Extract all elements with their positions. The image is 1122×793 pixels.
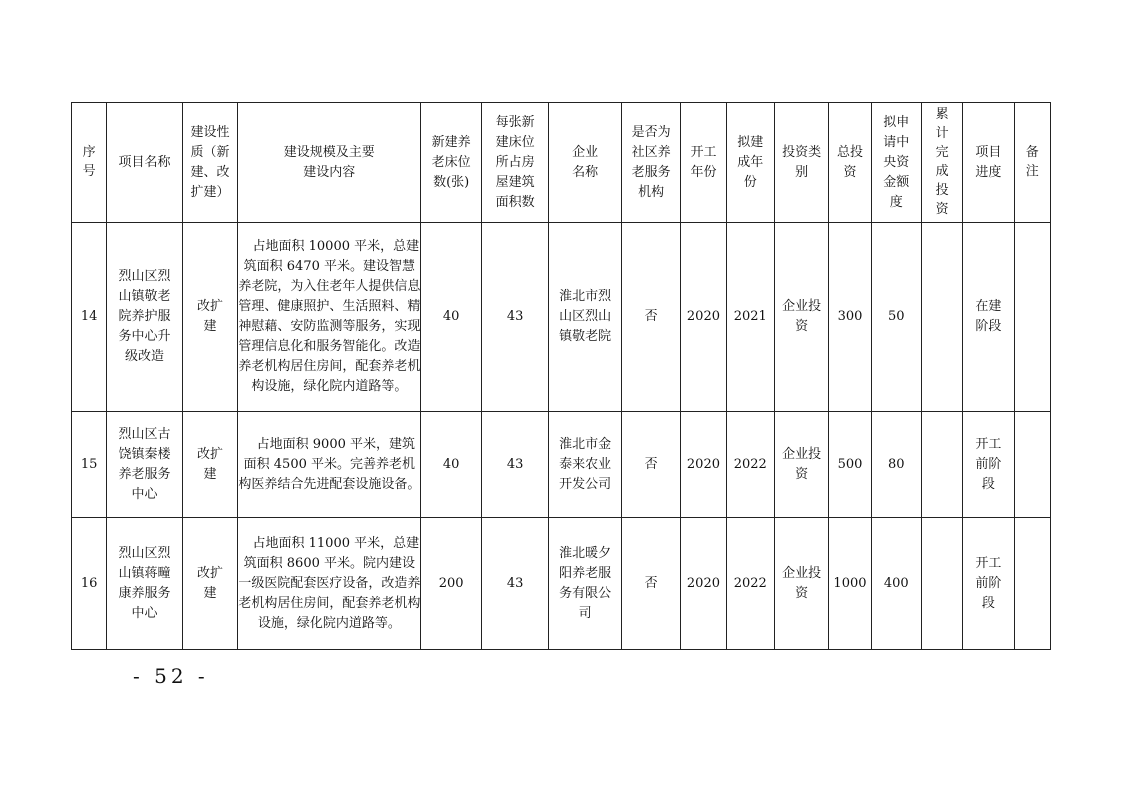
cell-beds: 40 [421,412,481,518]
header-company: 企业名称 [549,103,622,223]
cell-total: 300 [829,223,871,412]
header-note: 备注 [1014,103,1050,223]
header-total: 总投资 [829,103,871,223]
cell-central: 400 [871,518,921,650]
cell-invtype: 企业投资 [774,223,828,412]
cell-start: 2020 [681,518,726,650]
cell-progress: 开工前阶段 [963,518,1014,650]
cell-central: 50 [871,223,921,412]
cell-note [1014,223,1050,412]
cell-area: 43 [481,412,548,518]
cell-company: 淮北暖夕阳养老服务有限公司 [549,518,622,650]
cell-area: 43 [481,518,548,650]
cell-community: 否 [621,223,680,412]
page-number: - 52 - [133,664,209,688]
cell-name: 烈山区古饶镇秦楼养老服务中心 [107,412,183,518]
cell-total: 1000 [829,518,871,650]
cell-nature: 改扩建 [182,412,237,518]
cell-community: 否 [621,518,680,650]
cell-company: 淮北市烈山区烈山镇敬老院 [549,223,622,412]
cell-total: 500 [829,412,871,518]
cell-nature: 改扩建 [182,223,237,412]
cell-beds: 200 [421,518,481,650]
cell-invtype: 企业投资 [774,518,828,650]
cell-start: 2020 [681,412,726,518]
cell-note [1014,518,1050,650]
cell-cumulative [921,412,962,518]
cell-progress: 在建阶段 [963,223,1014,412]
cell-start: 2020 [681,223,726,412]
table-row [72,518,1051,650]
header-invtype: 投资类别 [774,103,828,223]
table-row [72,223,1051,412]
header-beds: 新建养老床位数(张) [421,103,481,223]
cell-finish: 2022 [726,412,774,518]
cell-note [1014,412,1050,518]
header-central: 拟申请中央资金额度 [871,103,921,223]
cell-seq: 14 [72,223,107,412]
header-finish: 拟建成年份 [726,103,774,223]
header-scope: 建设规模及主要建设内容 [238,103,421,223]
cell-seq: 15 [72,412,107,518]
header-nature: 建设性质（新建、改扩建） [182,103,237,223]
cell-scope: 占地面积 11000 平米，总建筑面积 8600 平米。院内建设一级医院配套医疗设备，改造养老机构居住房间，配套养老机构设施，绿化院内道路等。 [238,518,421,650]
cell-community: 否 [621,412,680,518]
cell-central: 80 [871,412,921,518]
cell-area: 43 [481,223,548,412]
header-cumulative: 累计完成投资 [921,103,962,223]
cell-finish: 2021 [726,223,774,412]
cell-nature: 改扩建 [182,518,237,650]
header-row [72,103,1051,223]
cell-scope: 占地面积 10000 平米，总建筑面积 6470 平米。建设智慧养老院，为入住老年人提供信息管理、健康照护、生活照料、精神慰藉、安防监测等服务，实现管理信息化和服务智能化。改造养老机构居住房间，配套养老机构设施，绿化院内道路等。 [238,223,421,412]
cell-scope: 占地面积 9000 平米，建筑面积 4500 平米。完善养老机构医养结合先进配套设施设备。 [238,412,421,518]
project-table [71,102,1051,650]
header-start: 开工年份 [681,103,726,223]
cell-company: 淮北市金泰来农业开发公司 [549,412,622,518]
header-seq: 序号 [72,103,107,223]
cell-seq: 16 [72,518,107,650]
cell-name: 烈山区烈山镇敬老院养护服务中心升级改造 [107,223,183,412]
cell-cumulative [921,518,962,650]
header-name: 项目名称 [107,103,183,223]
cell-progress: 开工前阶段 [963,412,1014,518]
header-progress: 项目进度 [963,103,1014,223]
cell-name: 烈山区烈山镇蒋疃康养服务中心 [107,518,183,650]
cell-invtype: 企业投资 [774,412,828,518]
cell-beds: 40 [421,223,481,412]
cell-finish: 2022 [726,518,774,650]
cell-cumulative [921,223,962,412]
header-area: 每张新建床位所占房屋建筑面积数 [481,103,548,223]
header-community: 是否为社区养老服务机构 [621,103,680,223]
table-row [72,412,1051,518]
